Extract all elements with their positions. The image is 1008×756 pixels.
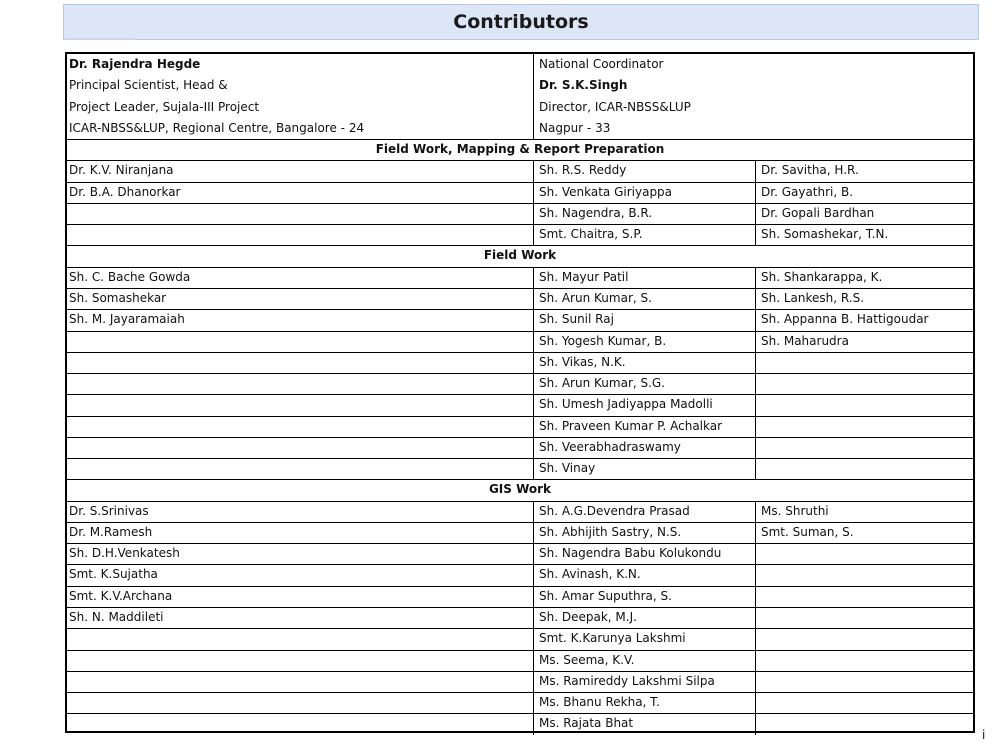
table-cell: Sh. Deepak, M.J. — [539, 610, 637, 625]
table-cell — [69, 394, 535, 415]
table-cell: Sh. Abhijith Sastry, N.S. — [539, 524, 682, 539]
table-cell: Dr. B.A. Dhanorkar — [69, 184, 181, 199]
section-heading-row — [67, 479, 973, 500]
table-cell — [759, 437, 971, 458]
table-cell: Dr. Savitha, H.R. — [761, 163, 859, 178]
header-row — [67, 54, 973, 75]
table-cell: Dr. Rajendra Hegde — [69, 57, 201, 71]
page-title: Contributors — [453, 11, 589, 33]
title-underline — [66, 38, 134, 40]
table-cell: Sh. Arun Kumar, S. — [539, 290, 652, 305]
table-row — [67, 692, 973, 713]
column-divider — [533, 54, 534, 139]
table-row — [67, 331, 973, 352]
table-row — [67, 501, 973, 522]
table-cell — [69, 650, 535, 671]
table-cell: Smt. K.Sujatha — [69, 567, 158, 582]
table-cell — [759, 671, 971, 692]
column-divider — [755, 267, 756, 480]
table-cell: Sh. Veerabhadraswamy — [539, 439, 681, 454]
table-row — [67, 373, 973, 394]
table-row — [67, 182, 973, 203]
table-cell: Sh. Vinay — [539, 461, 596, 476]
table-cell — [69, 331, 535, 352]
table-row — [67, 607, 973, 628]
table-cell — [69, 373, 535, 394]
table-cell: Ms. Rajata Bhat — [539, 716, 634, 731]
table-cell: Sh. R.S. Reddy — [539, 163, 627, 178]
table-cell — [759, 692, 971, 713]
table-row — [67, 288, 973, 309]
title-banner — [63, 4, 979, 40]
table-row — [67, 224, 973, 245]
table-cell: Nagpur - 33 — [539, 120, 611, 135]
table-cell: Smt. Suman, S. — [761, 524, 854, 539]
table-cell: Smt. K.V.Archana — [69, 588, 173, 603]
column-divider — [533, 501, 534, 735]
table-cell — [759, 650, 971, 671]
column-divider — [755, 501, 756, 735]
section-title: Field Work, Mapping & Report Preparation — [375, 142, 665, 157]
table-cell: Sh. Somashekar, T.N. — [761, 227, 889, 242]
table-cell — [759, 394, 971, 415]
table-row — [67, 586, 973, 607]
table-cell — [69, 203, 535, 224]
column-divider — [533, 267, 534, 480]
table-row — [67, 671, 973, 692]
table-cell: Sh. Yogesh Kumar, B. — [539, 333, 667, 348]
table-cell — [759, 607, 971, 628]
table-cell — [759, 713, 971, 734]
table-cell — [759, 416, 971, 437]
table-cell: National Coordinator — [539, 57, 664, 71]
section-title: GIS Work — [488, 482, 552, 497]
table-cell: Sh. Amar Suputhra, S. — [539, 588, 672, 603]
table-cell: Dr. M.Ramesh — [69, 524, 153, 539]
table-cell: Smt. K.Karunya Lakshmi — [539, 631, 686, 646]
table-cell: Sh. D.H.Venkatesh — [69, 546, 180, 561]
table-cell: Ms. Ramireddy Lakshmi Silpa — [539, 673, 715, 688]
table-cell: Sh. Umesh Jadiyappa Madolli — [539, 397, 713, 412]
header-row — [67, 97, 973, 118]
table-cell: Dr. S.Srinivas — [69, 503, 149, 518]
table-cell: Sh. Mayur Patil — [539, 269, 629, 284]
table-cell — [69, 713, 535, 734]
table-row — [67, 394, 973, 415]
section-heading-row — [67, 245, 973, 266]
table-cell: Sh. A.G.Devendra Prasad — [539, 503, 690, 518]
table-cell: Dr. S.K.Singh — [539, 78, 628, 93]
table-cell: Ms. Bhanu Rekha, T. — [539, 695, 660, 710]
table-row — [67, 437, 973, 458]
table-cell — [69, 458, 535, 479]
table-cell: Smt. Chaitra, S.P. — [539, 227, 643, 242]
table-cell: ICAR-NBSS&LUP, Regional Centre, Bangalore - 24 — [69, 120, 365, 135]
table-cell: Sh. C. Bache Gowda — [69, 269, 191, 284]
table-cell: Sh. Sunil Raj — [539, 312, 614, 327]
table-cell: Dr. Gopali Bardhan — [761, 205, 875, 220]
table-row — [67, 352, 973, 373]
table-cell — [69, 437, 535, 458]
table-cell: Sh. Venkata Giriyappa — [539, 184, 673, 199]
table-cell — [759, 458, 971, 479]
column-divider — [755, 160, 756, 245]
table-cell: Sh. Praveen Kumar P. Achalkar — [539, 418, 723, 433]
table-cell — [69, 628, 535, 649]
table-cell — [759, 543, 971, 564]
table-cell: Sh. Vikas, N.K. — [539, 354, 626, 369]
table-row — [67, 522, 973, 543]
table-cell — [759, 564, 971, 585]
column-divider — [533, 160, 534, 245]
table-cell — [759, 586, 971, 607]
table-row — [67, 267, 973, 288]
table-cell: Dr. Gayathri, B. — [761, 184, 854, 199]
table-cell: Project Leader, Sujala-III Project — [69, 99, 260, 114]
table-cell: Sh. Somashekar — [69, 290, 167, 305]
table-cell: Ms. Shruthi — [761, 503, 829, 518]
table-cell: Sh. Maharudra — [761, 333, 849, 348]
table-cell: Director, ICAR-NBSS&LUP — [539, 99, 691, 114]
section-title: Field Work — [483, 248, 557, 263]
table-cell: Sh. M. Jayaramaiah — [69, 312, 185, 327]
table-row — [67, 160, 973, 181]
table-row — [67, 416, 973, 437]
table-cell — [759, 373, 971, 394]
table-cell: Sh. Shankarappa, K. — [761, 269, 883, 284]
table-cell — [759, 352, 971, 373]
table-cell: Sh. Nagendra, B.R. — [539, 205, 653, 220]
table-cell — [69, 671, 535, 692]
table-cell — [69, 224, 535, 245]
section-heading-row — [67, 139, 973, 160]
table-row — [67, 203, 973, 224]
table-cell: Dr. K.V. Niranjana — [69, 163, 174, 178]
table-row — [67, 564, 973, 585]
table-row — [67, 713, 973, 734]
page-number: i — [982, 728, 986, 742]
table-cell: Ms. Seema, K.V. — [539, 652, 635, 667]
header-row — [67, 118, 973, 139]
table-cell — [69, 692, 535, 713]
table-row — [67, 650, 973, 671]
table-row — [67, 309, 973, 330]
contributors-table — [65, 52, 975, 733]
table-cell: Sh. N. Maddileti — [69, 610, 164, 625]
table-row — [67, 543, 973, 564]
table-cell: Sh. Avinash, K.N. — [539, 567, 641, 582]
table-cell: Sh. Nagendra Babu Kolukondu — [539, 546, 722, 561]
table-cell: Sh. Lankesh, R.S. — [761, 290, 865, 305]
header-row — [67, 75, 973, 96]
table-cell: Principal Scientist, Head & — [69, 78, 228, 93]
table-cell: Sh. Appanna B. Hattigoudar — [761, 312, 929, 327]
table-row — [67, 628, 973, 649]
table-cell: Sh. Arun Kumar, S.G. — [539, 376, 666, 391]
table-cell — [759, 628, 971, 649]
table-cell — [69, 352, 535, 373]
table-cell — [69, 416, 535, 437]
table-row — [67, 458, 973, 479]
